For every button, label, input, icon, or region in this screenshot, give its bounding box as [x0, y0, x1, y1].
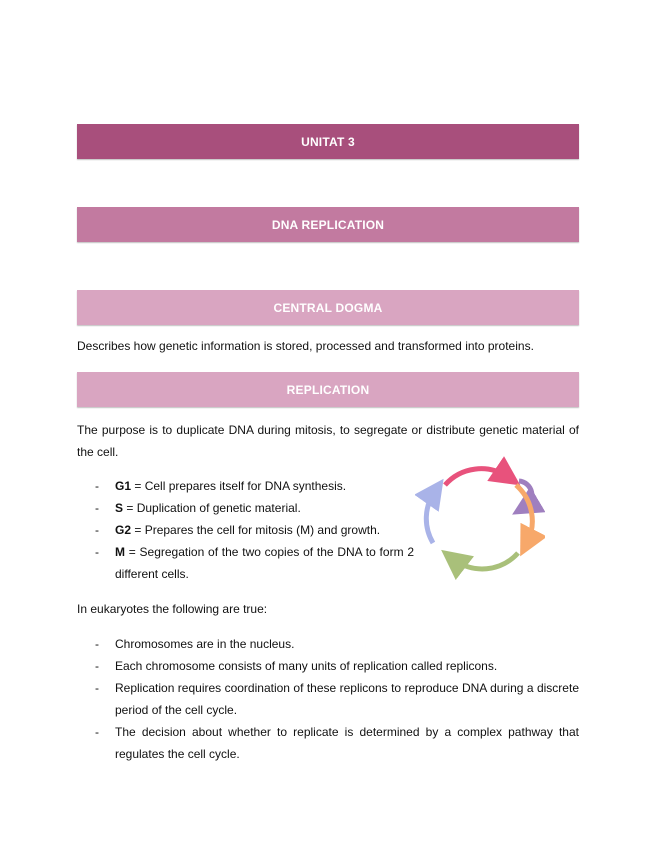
list-dash: -: [95, 725, 99, 739]
list-item: [77, 655, 579, 677]
phase-label: S: [115, 501, 124, 515]
cycle-arc-left: [426, 491, 435, 543]
list-dash: -: [95, 523, 99, 537]
unit-heading: UNITAT 3: [77, 124, 579, 159]
list-dash: -: [95, 681, 99, 695]
list-item: [77, 497, 414, 519]
list-item: [77, 519, 414, 541]
phase-list: [77, 475, 414, 585]
list-item: [77, 721, 579, 765]
phase-label: M: [115, 545, 125, 559]
central-dogma-heading: CENTRAL DOGMA: [77, 290, 579, 325]
phase-text: = Duplication of genetic material.: [123, 501, 301, 515]
list-item: [77, 475, 414, 497]
list-item: [77, 677, 579, 721]
phase-label: G2: [115, 523, 132, 537]
phase-label: G1: [115, 479, 132, 493]
cycle-arc-bottom: [453, 553, 518, 569]
cycle-arc-top: [445, 469, 508, 485]
topic-heading: DNA REPLICATION: [77, 207, 579, 242]
list-dash: -: [95, 637, 99, 651]
replication-intro: The purpose is to duplicate DNA during mitosis, to segregate or distribute genetic material of the cell.: [77, 423, 579, 459]
cell-cycle-diagram: [415, 455, 545, 585]
phase-text: = Segregation of the two copies of the DNA to form 2 different cells.: [115, 545, 414, 581]
list-text: Replication requires coordination of these replicons to reproduce DNA during a discrete period of the cell cycle.: [115, 681, 579, 717]
list-item: [77, 541, 414, 585]
eukaryotes-intro: In eukaryotes the following are true:: [77, 602, 268, 616]
phase-text: = Prepares the cell for mitosis (M) and growth.: [131, 523, 381, 537]
central-dogma-text: Describes how genetic information is stored, processed and transformed into proteins.: [77, 339, 534, 353]
list-dash: -: [95, 545, 99, 559]
list-item: [77, 633, 579, 655]
list-text: Chromosomes are in the nucleus.: [115, 637, 295, 651]
phase-text: = Cell prepares itself for DNA synthesis.: [131, 479, 347, 493]
list-text: The decision about whether to replicate is determined by a complex pathway that regulates the cell cycle.: [115, 725, 579, 761]
list-dash: -: [95, 659, 99, 673]
list-text: Each chromosome consists of many units of replication called replicons.: [115, 659, 498, 673]
list-dash: -: [95, 479, 99, 493]
replication-heading: REPLICATION: [77, 372, 579, 407]
eukaryotes-list: [77, 633, 579, 765]
list-dash: -: [95, 501, 99, 515]
